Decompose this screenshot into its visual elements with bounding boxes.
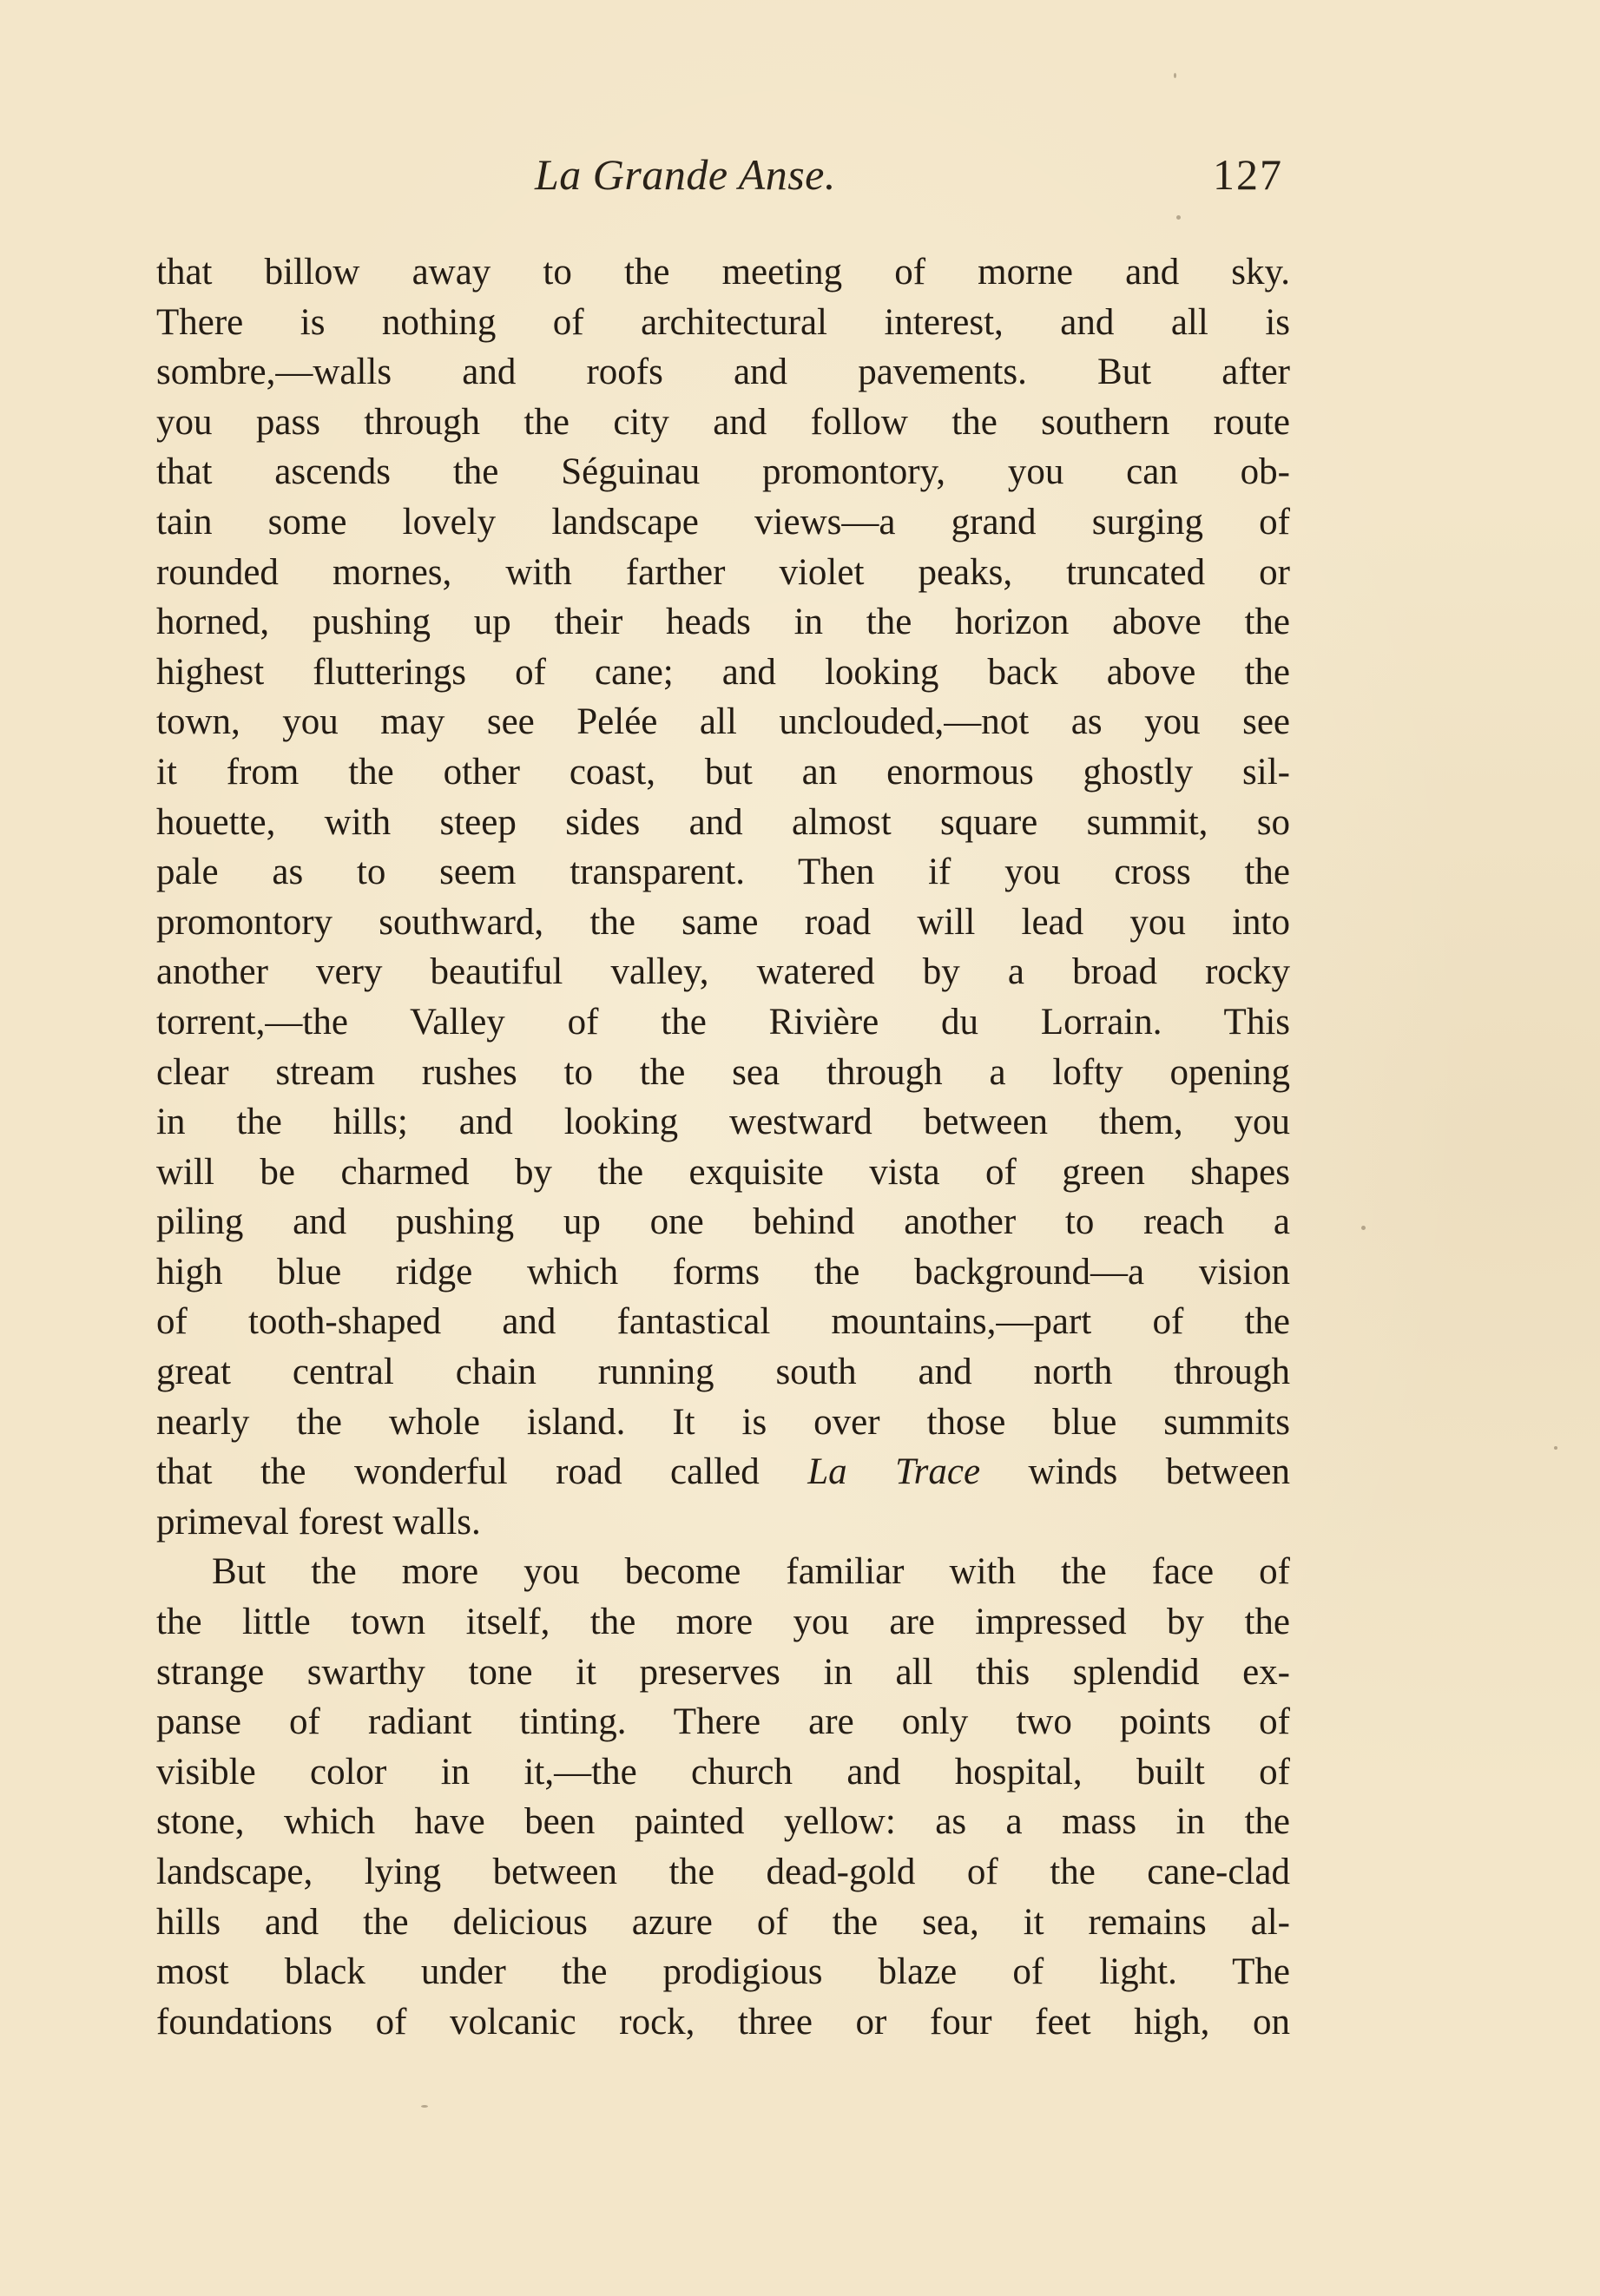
text-line: visible color in it,—the church and hospital, built of — [156, 1751, 1290, 1793]
text-line: it from the other coast, but an enormous ghostly sil- — [156, 751, 1290, 793]
text-line: strange swarthy tone it preserves in all this splendid ex- — [156, 1651, 1290, 1693]
body-text — [156, 247, 1290, 2047]
paper-speck — [1174, 73, 1176, 78]
paper-speck — [421, 2105, 428, 2108]
text-line: that ascends the Séguinau promontory, you can ob- — [156, 451, 1290, 493]
text-line-with-italic-title: that the wonderful road called La Trace winds between — [156, 1451, 1290, 1493]
text-line: sombre,—walls and roofs and pavements. But after — [156, 352, 1290, 393]
text-line: panse of radiant tinting. There are only two points of — [156, 1701, 1290, 1743]
text-line: promontory southward, the same road will lead you into — [156, 901, 1290, 943]
page-number: 127 — [1213, 150, 1283, 199]
running-title: La Grande Anse. — [535, 150, 836, 199]
text-line: nearly the whole island. It is over those blue summits — [156, 1401, 1290, 1443]
italic-title: La Trace — [807, 1451, 981, 1493]
text-line: torrent,—the Valley of the Rivière du Lorrain. This — [156, 1001, 1290, 1043]
paper-speck — [1361, 1226, 1366, 1230]
text-line: foundations of volcanic rock, three or four feet high, on — [156, 2001, 1290, 2043]
text-line: you pass through the city and follow the southern route — [156, 401, 1290, 443]
text-line: most black under the prodigious blaze of light. The — [156, 1951, 1290, 1993]
page-header — [153, 149, 1290, 210]
text-line: the little town itself, the more you are impressed by the — [156, 1602, 1290, 1643]
text-line: highest flutterings of cane; and looking back above the — [156, 651, 1290, 693]
text-line: horned, pushing up their heads in the horizon above the — [156, 602, 1290, 643]
paragraph-1 — [156, 247, 1290, 1547]
paper-speck — [1176, 215, 1181, 220]
text-line: But the more you become familiar with the face of — [212, 1551, 1290, 1593]
text-line: landscape, lying between the dead-gold of the cane-clad — [156, 1852, 1290, 1892]
text-line: will be charmed by the exquisite vista of green shapes — [156, 1151, 1290, 1193]
paper-speck — [1554, 1446, 1557, 1450]
text-line: primeval forest walls. — [156, 1501, 481, 1543]
text-line: hills and the delicious azure of the sea, it remains al- — [156, 1901, 1290, 1943]
text-line: another very beautiful valley, watered by a broad rocky — [156, 951, 1290, 993]
text-line: in the hills; and looking westward between them, you — [156, 1102, 1290, 1143]
text-line: There is nothing of architectural interest, and all is — [156, 301, 1290, 343]
text-line: piling and pushing up one behind another to reach a — [156, 1201, 1290, 1243]
text-line: that billow away to the meeting of morne and sky. — [156, 252, 1290, 293]
paragraph-2 — [156, 1547, 1290, 2047]
text-line: high blue ridge which forms the background—a vision — [156, 1251, 1290, 1293]
text-line: houette, with steep sides and almost square summit, so — [156, 801, 1290, 843]
text-line: great central chain running south and north through — [156, 1352, 1290, 1393]
text-line: town, you may see Pelée all unclouded,—not as you see — [156, 701, 1290, 743]
text-line: tain some lovely landscape views—a grand surging of — [156, 501, 1290, 543]
text-line: rounded mornes, with farther violet peaks, truncated or — [156, 551, 1290, 593]
text-line: stone, which have been painted yellow: as a mass in the — [156, 1801, 1290, 1843]
text-line: of tooth-shaped and fantastical mountains,—part of the — [156, 1301, 1290, 1343]
text-line: pale as to seem transparent. Then if you cross the — [156, 852, 1290, 893]
text-line: clear stream rushes to the sea through a lofty opening — [156, 1051, 1290, 1093]
